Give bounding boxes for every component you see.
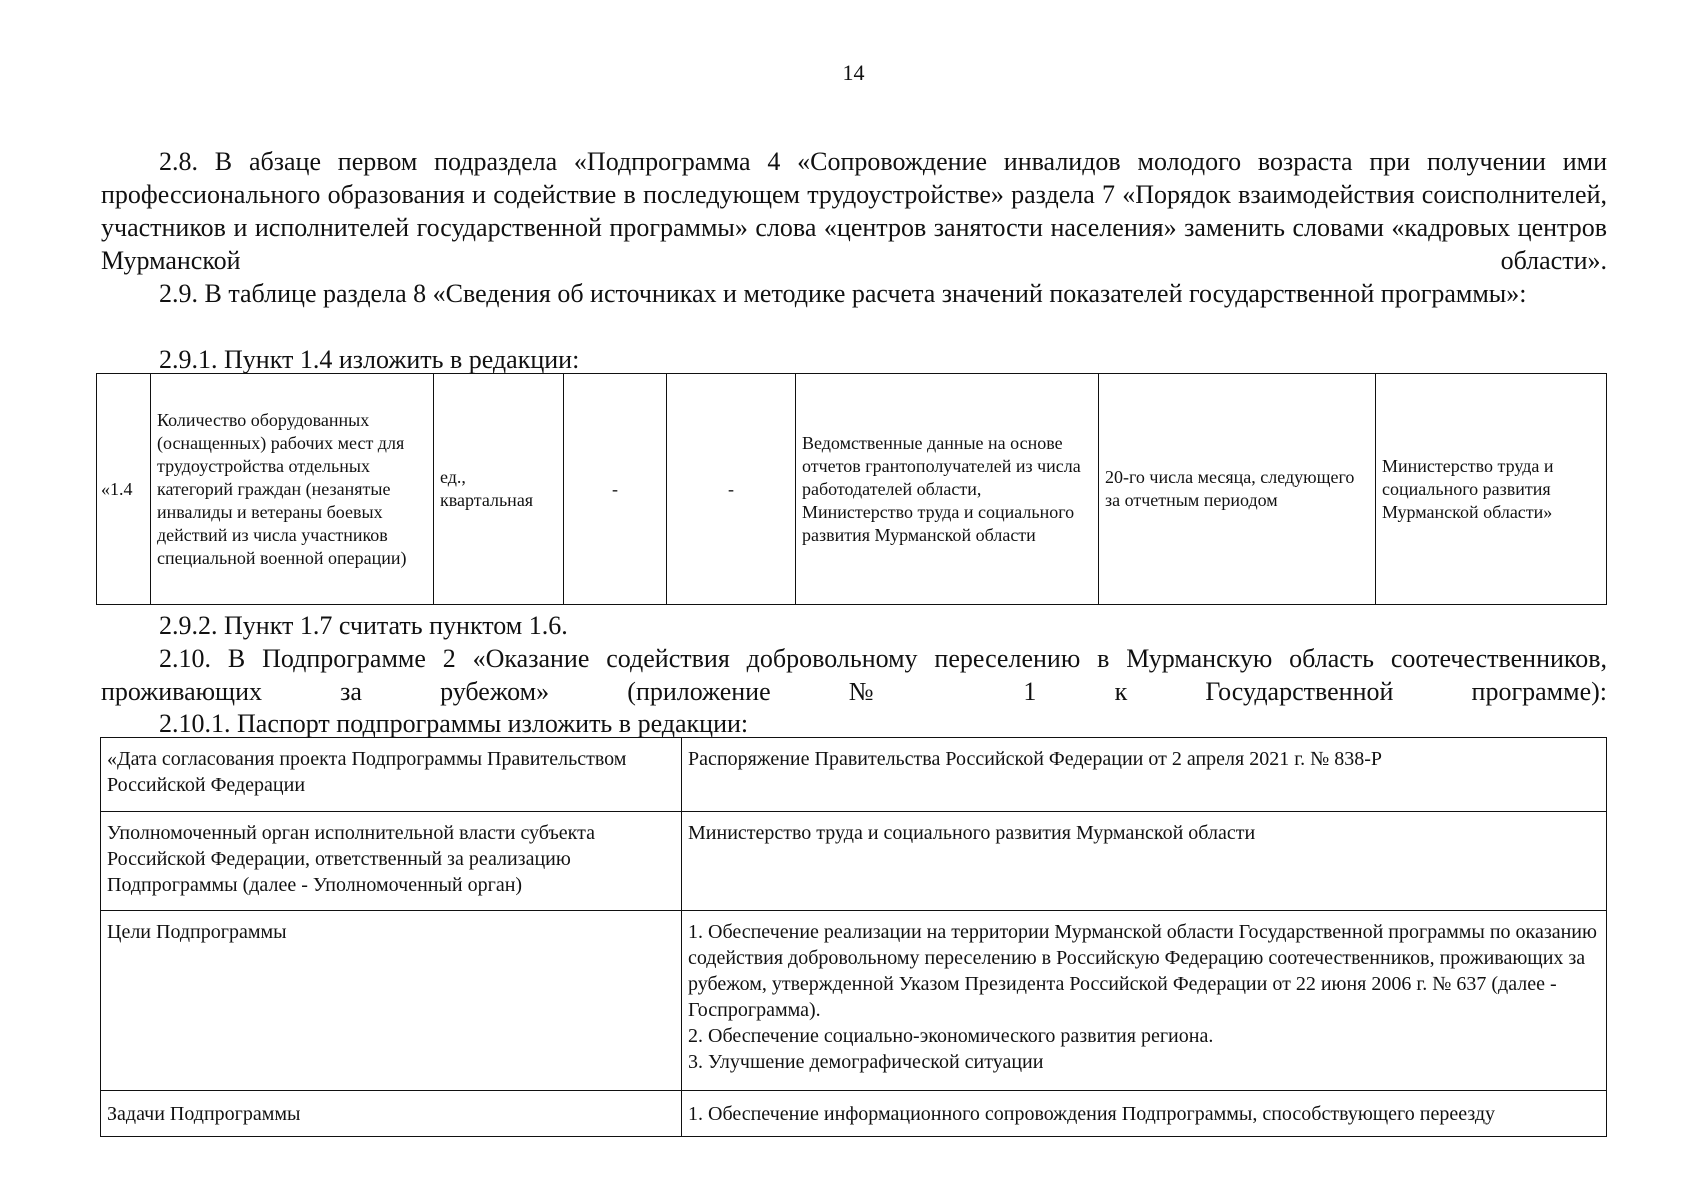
table-row bbox=[101, 738, 1607, 812]
passport-label: Задачи Подпрограммы bbox=[101, 1091, 682, 1137]
indicator-deadline: 20-го числа месяца, следующего за отчетным периодом bbox=[1099, 374, 1376, 605]
paragraph-2-9: 2.9. В таблице раздела 8 «Сведения об источниках и методике расчета значений показателей государственной программы»: bbox=[159, 279, 1527, 308]
table-row bbox=[97, 374, 1607, 605]
paragraph-2-10: 2.10. В Подпрограмме 2 «Оказание содействия добровольному переселению в Мурманскую область соотечественников, проживающих за рубежом» (приложение № 1 к Государственной программе): bbox=[101, 644, 1607, 706]
passport-goal-3: 3. Улучшение демографической ситуации bbox=[688, 1051, 1044, 1073]
passport-label: Цели Подпрограммы bbox=[101, 911, 682, 1091]
passport-label: «Дата согласования проекта Подпрограммы Правительством Российской Федерации bbox=[101, 738, 682, 812]
table-row bbox=[101, 911, 1607, 1091]
indicator-number: «1.4 bbox=[97, 374, 151, 605]
indicator-col5: - bbox=[667, 374, 796, 605]
indicator-source: Ведомственные данные на основе отчетов грантополучателей из числа работодателей области, Министерство труда и социального развития Мурманской области bbox=[796, 374, 1099, 605]
indicator-table bbox=[96, 373, 1607, 605]
indicator-unit: ед., квартальная bbox=[434, 374, 564, 605]
indicator-col4: - bbox=[564, 374, 667, 605]
passport-goal-1: 1. Обеспечение реализации на территории Мурманской области Государственной программы по оказанию содействия добровольному переселению в Российскую Федерацию соотечественников, проживающих за рубежом, утвержденной Указом Президента Российской Федерации от 22 июня 2006 г. № 637 (далее - Госпрограмма). bbox=[688, 921, 1597, 1021]
table-row bbox=[101, 1091, 1607, 1137]
paragraph-2-8: 2.8. В абзаце первом подраздела «Подпрограмма 4 «Сопровождение инвалидов молодого возраста при получении ими профессионального образования и содействие в последующем трудоустройстве» раздела 7 «Порядок взаимодействия соисполнителей, участников и исполнителей государственной программы» слова «центров занятости населения» заменить словами «кадровых центров Мурманской области». bbox=[101, 147, 1607, 275]
passport-value: Распоряжение Правительства Российской Федерации от 2 апреля 2021 г. № 838-Р bbox=[682, 738, 1607, 812]
table-row bbox=[101, 812, 1607, 911]
passport-value-cell bbox=[682, 911, 1607, 1091]
passport-table bbox=[100, 737, 1607, 1137]
passport-goal-2: 2. Обеспечение социально-экономического развития региона. bbox=[688, 1025, 1214, 1047]
passport-value: 1. Обеспечение информационного сопровождения Подпрограммы, способствующего переезду bbox=[682, 1091, 1607, 1137]
indicator-responsible: Министерство труда и социального развития Мурманской области» bbox=[1376, 374, 1607, 605]
passport-label: Уполномоченный орган исполнительной власти субъекта Российской Федерации, ответственный за реализацию Подпрограммы (далее - Уполномоченный орган) bbox=[101, 812, 682, 911]
paragraph-2-9-1: 2.9.1. Пункт 1.4 изложить в редакции: bbox=[159, 345, 580, 374]
page-number: 14 bbox=[842, 60, 865, 85]
paragraph-2-9-2: 2.9.2. Пункт 1.7 считать пунктом 1.6. bbox=[159, 611, 568, 640]
passport-value: Министерство труда и социального развития Мурманской области bbox=[682, 812, 1607, 911]
indicator-name: Количество оборудованных (оснащенных) рабочих мест для трудоустройства отдельных категорий граждан (незанятые инвалиды и ветераны боевых действий из числа участников специальной военной операции) bbox=[151, 374, 434, 605]
paragraph-2-10-1: 2.10.1. Паспорт подпрограммы изложить в редакции: bbox=[159, 709, 749, 738]
